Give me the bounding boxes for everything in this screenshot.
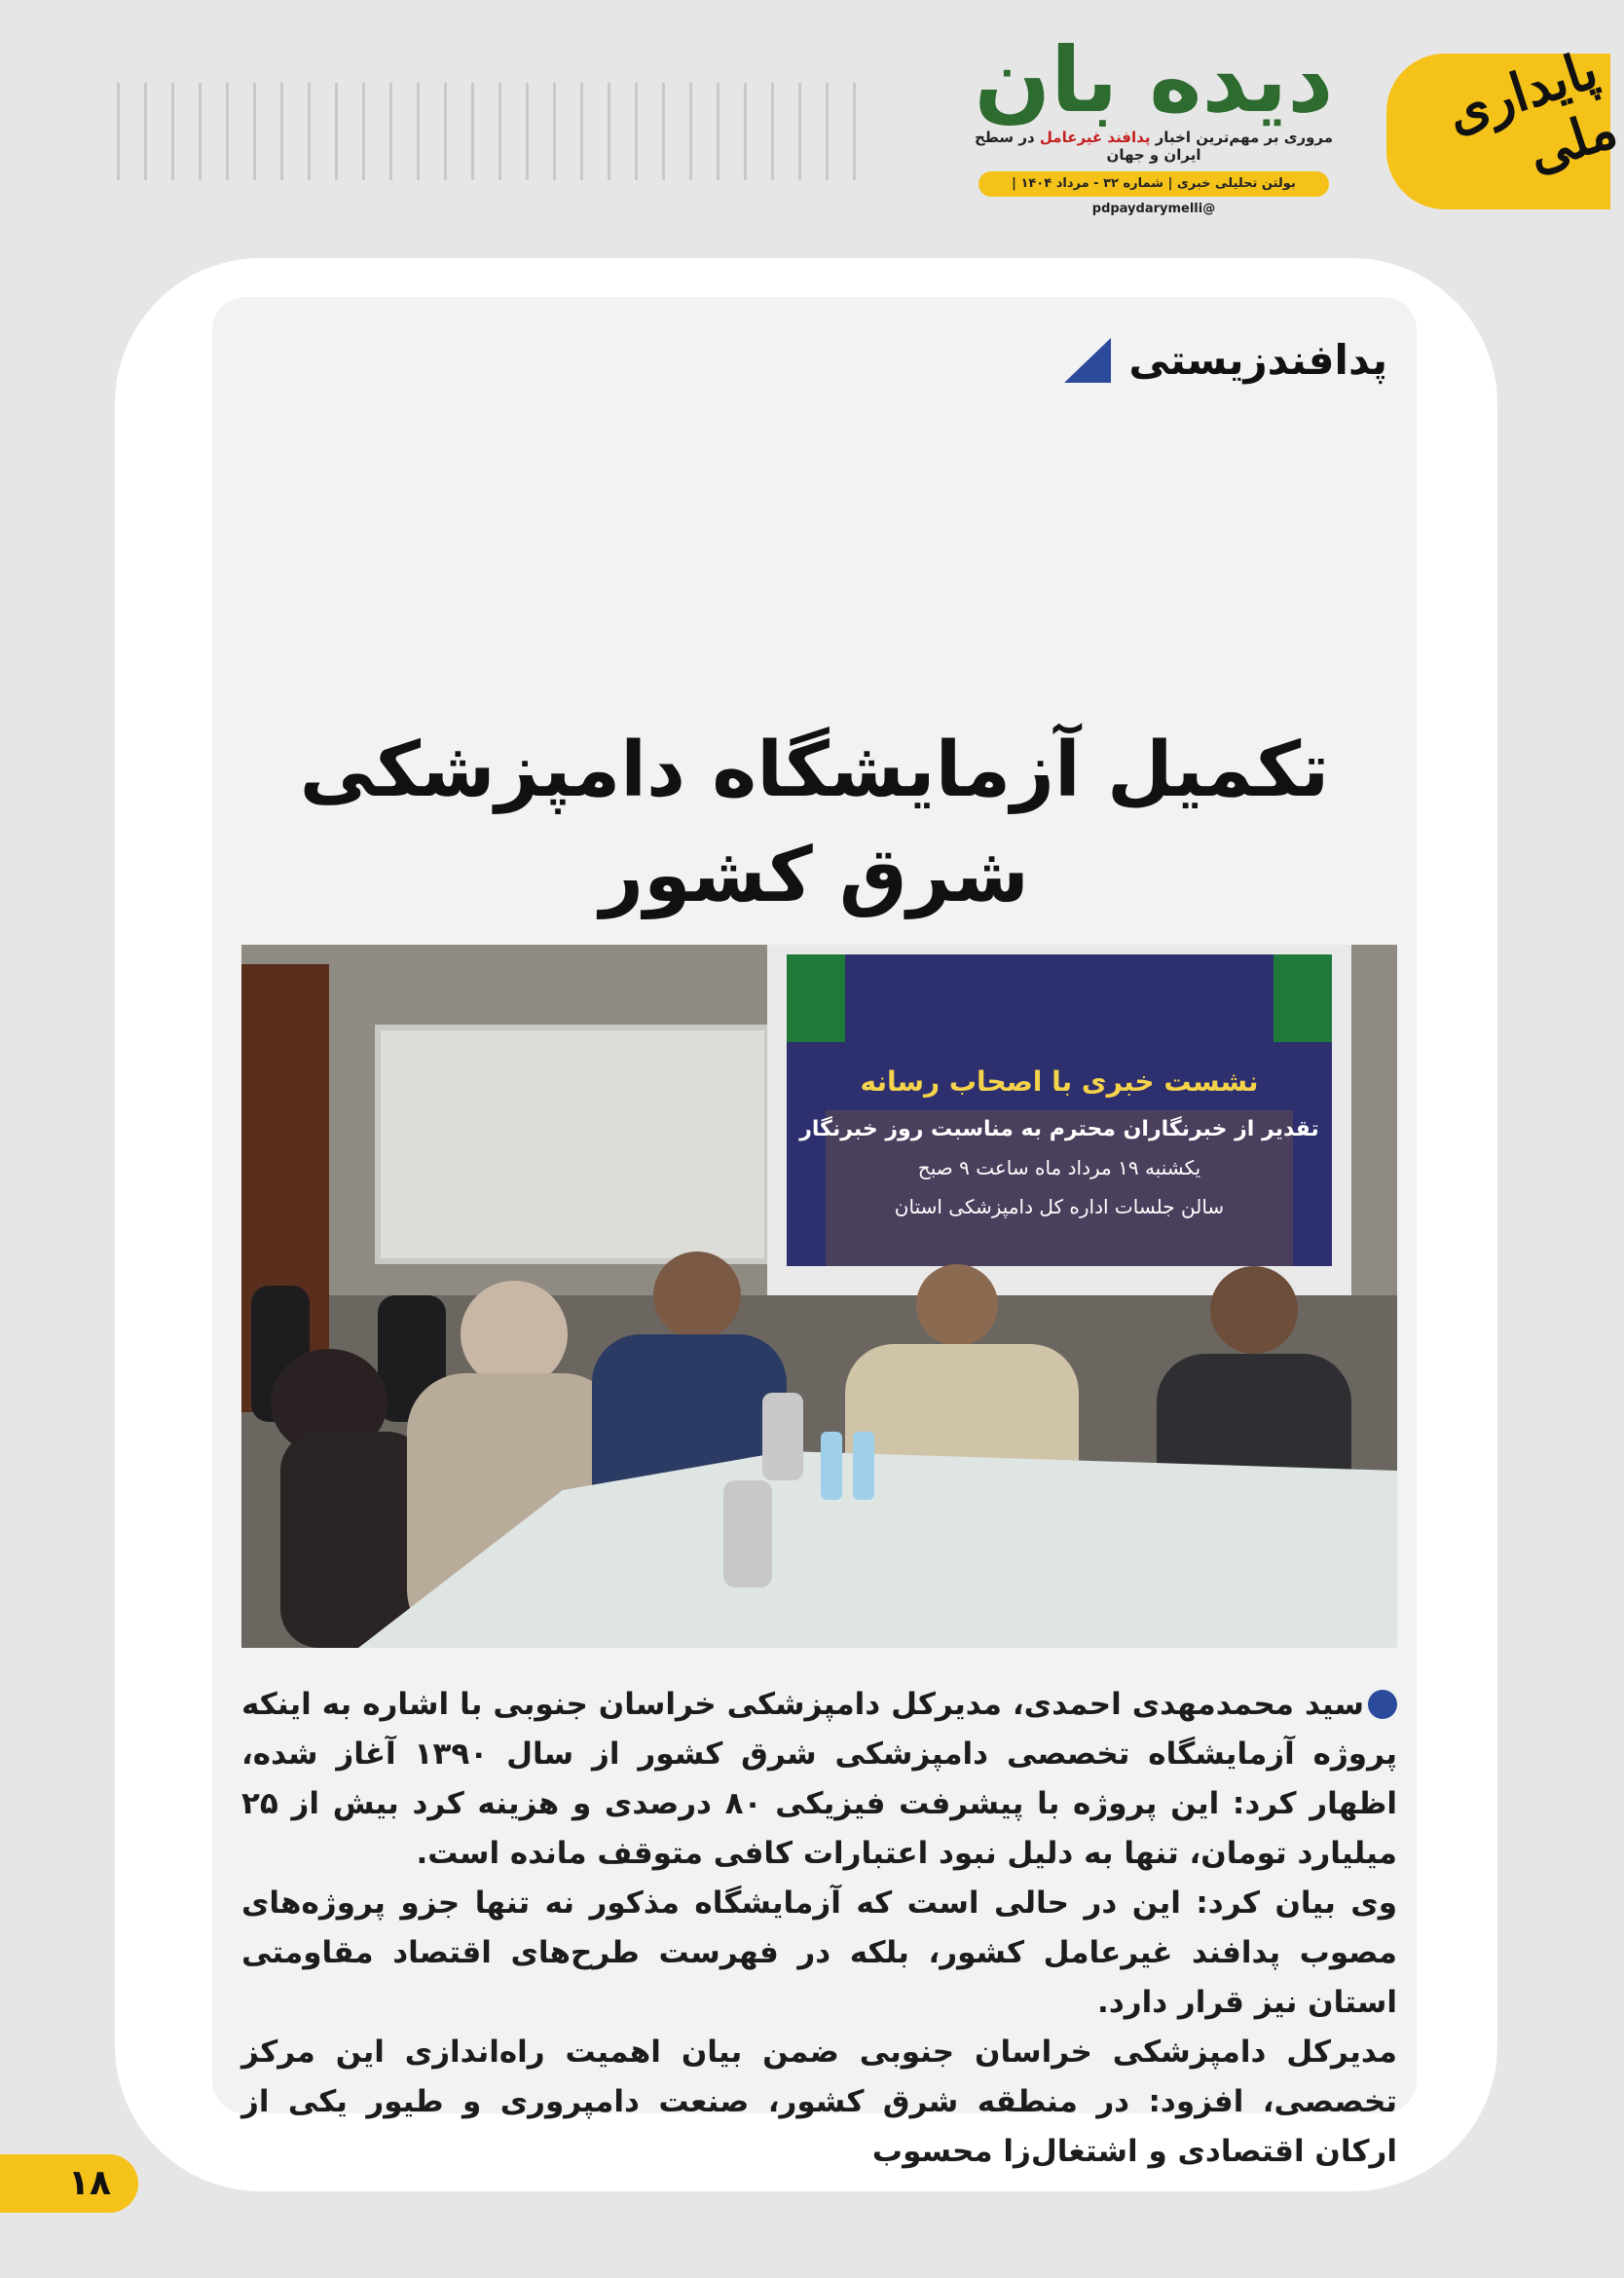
headline-line-1: تکمیل آزمایشگاه دامپزشکی شرق کشور: [299, 727, 1330, 919]
masthead-issue-bar: بولتن تحلیلی خبری | شماره ۳۲ - مرداد ۱۴۰۴ | @pdpaydarymelli: [978, 171, 1329, 197]
masthead-subtitle-highlight: پدافند غیرعامل: [1039, 129, 1151, 146]
bullet-icon: [1368, 1690, 1397, 1719]
screen-text-1: نشست خبری با اصحاب رسانه: [860, 1065, 1259, 1098]
header-stripes: [117, 83, 915, 180]
section-header: [1064, 336, 1387, 384]
masthead: [974, 27, 1334, 216]
screen-text-3: یکشنبه ۱۹ مرداد ماه ساعت ۹ صبح: [917, 1156, 1201, 1179]
article-photo: [241, 945, 1397, 1648]
article-paragraph: مدیرکل دامپزشکی خراسان جنوبی ضمن بیان اهمیت راه‌اندازی این مرکز تخصصی، افزود: در منطقه شرق کشور، صنعت دامپروری و طیور یکی از ارکان اقتصادی و اشتغال‌زا محسوب: [241, 2035, 1397, 2169]
page-number-tab: [0, 2154, 138, 2213]
masthead-subtitle: مروری بر مهم‌ترین اخبار پدافند غیرعامل در سطح ایران و جهان: [974, 129, 1334, 164]
section-label: پدافندزیستی: [1128, 336, 1387, 384]
article-body: [241, 1680, 1397, 2177]
section-triangle-icon: [1064, 338, 1111, 383]
article-paragraph: سید محمدمهدی احمدی، مدیرکل دامپزشکی خراسان جنوبی با اشاره به اینکه پروژه آزمایشگاه تخصصی دامپزشکی شرق کشور از سال ۱۳۹۰ آغاز شده، اظهار کرد: این پروژه با پیشرفت فیزیکی ۸۰ درصدی و هزینه کرد بیش از ۲۵ میلیارد تومان، تنها به دلیل نبود اعتبارات کافی متوقف مانده است.: [241, 1687, 1398, 1871]
page-number: ۱۸: [68, 2163, 111, 2203]
masthead-title: دیده بان: [974, 28, 1334, 132]
screen-text-4: سالن جلسات اداره کل دامپزشکی استان: [894, 1195, 1225, 1218]
brand-mark-text: پایداری ملی: [1439, 37, 1624, 184]
article-card: [212, 297, 1417, 2169]
article-paragraph: وی بیان کرد: این در حالی است که آزمایشگاه مذکور نه تنها جزو پروژه‌های مصوب پدافند غیرعامل کشور، بلکه در فهرست طرح‌های اقتصاد مقاومتی استان نیز قرار دارد.: [241, 1886, 1397, 2020]
brand-logo: [1386, 37, 1624, 209]
screen-text-2: تقدیر از خبرنگاران محترم به مناسبت روز خبرنگار: [799, 1117, 1319, 1141]
